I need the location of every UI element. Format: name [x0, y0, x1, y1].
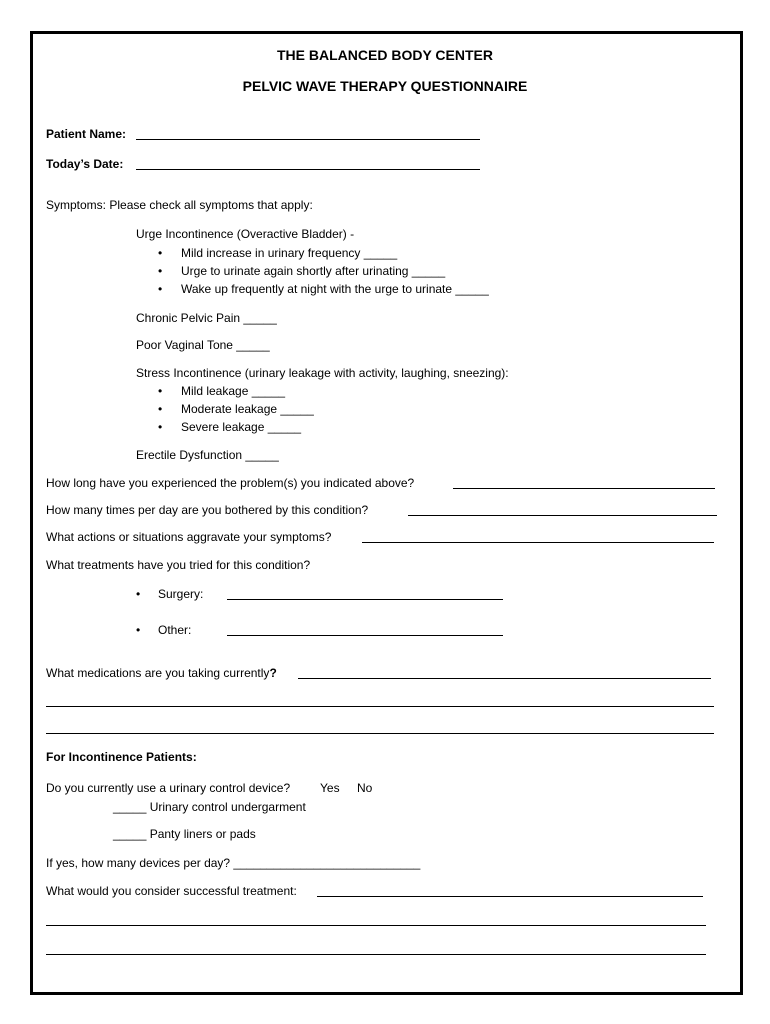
medications-field[interactable] — [298, 678, 711, 679]
bullet-icon: • — [158, 282, 163, 296]
successful-treatment-line-2[interactable] — [46, 925, 706, 926]
devices-per-day-question[interactable]: If yes, how many devices per day? ____________________________ — [46, 856, 421, 870]
other-label: Other: — [158, 623, 192, 637]
bullet-icon: • — [158, 420, 163, 434]
how-many-times-question: How many times per day are you bothered by this condition? — [46, 503, 369, 517]
aggravate-field[interactable] — [362, 542, 714, 543]
incontinence-heading: For Incontinence Patients: — [46, 750, 197, 764]
stress-item-1[interactable]: Mild leakage _____ — [181, 384, 286, 398]
todays-date-label: Today’s Date: — [46, 157, 124, 171]
erectile-dysfunction[interactable]: Erectile Dysfunction _____ — [136, 448, 279, 462]
urge-item-3[interactable]: Wake up frequently at night with the urge to urinate _____ — [181, 282, 489, 296]
todays-date-field[interactable] — [136, 169, 480, 170]
liners-option[interactable]: _____ Panty liners or pads — [113, 827, 256, 841]
treatments-question: What treatments have you tried for this condition? — [46, 558, 311, 572]
medications-line-2[interactable] — [46, 706, 714, 707]
device-question: Do you currently use a urinary control device? — [46, 781, 291, 795]
stress-item-3[interactable]: Severe leakage _____ — [181, 420, 302, 434]
urge-item-2[interactable]: Urge to urinate again shortly after urinating _____ — [181, 264, 446, 278]
org-name: THE BALANCED BODY CENTER — [277, 47, 493, 63]
bullet-icon: • — [158, 264, 163, 278]
poor-vaginal-tone[interactable]: Poor Vaginal Tone _____ — [136, 338, 270, 352]
how-many-times-field[interactable] — [408, 515, 717, 516]
stress-heading: Stress Incontinence (urinary leakage with activity, laughing, sneezing): — [136, 366, 509, 380]
bullet-icon: • — [158, 402, 163, 416]
chronic-pelvic-pain[interactable]: Chronic Pelvic Pain _____ — [136, 311, 277, 325]
medications-line-3[interactable] — [46, 733, 714, 734]
successful-treatment-question: What would you consider successful treatment: — [46, 884, 297, 898]
bullet-icon: • — [136, 587, 141, 601]
urge-item-1[interactable]: Mild increase in urinary frequency _____ — [181, 246, 398, 260]
undergarment-option[interactable]: _____ Urinary control undergarment — [113, 800, 306, 814]
how-long-question: How long have you experienced the problem(s) you indicated above? — [46, 476, 415, 490]
how-long-field[interactable] — [453, 488, 715, 489]
form-title: PELVIC WAVE THERAPY QUESTIONNAIRE — [242, 78, 528, 94]
bullet-icon: • — [136, 623, 141, 637]
symptoms-intro: Symptoms: Please check all symptoms that apply: — [46, 198, 313, 212]
surgery-field[interactable] — [227, 599, 503, 600]
bullet-icon: • — [158, 246, 163, 260]
stress-item-2[interactable]: Moderate leakage _____ — [181, 402, 314, 416]
successful-treatment-field[interactable] — [317, 896, 703, 897]
yes-option[interactable]: Yes — [320, 781, 340, 795]
urge-heading: Urge Incontinence (Overactive Bladder) - — [136, 227, 355, 241]
patient-name-label: Patient Name: — [46, 127, 127, 141]
successful-treatment-line-3[interactable] — [46, 954, 706, 955]
surgery-label: Surgery: — [158, 587, 204, 601]
aggravate-question: What actions or situations aggravate your symptoms? — [46, 530, 332, 544]
other-field[interactable] — [227, 635, 503, 636]
patient-name-field[interactable] — [136, 139, 480, 140]
no-option[interactable]: No — [357, 781, 373, 795]
bullet-icon: • — [158, 384, 163, 398]
medications-question: What medications are you taking currently? — [46, 666, 277, 680]
